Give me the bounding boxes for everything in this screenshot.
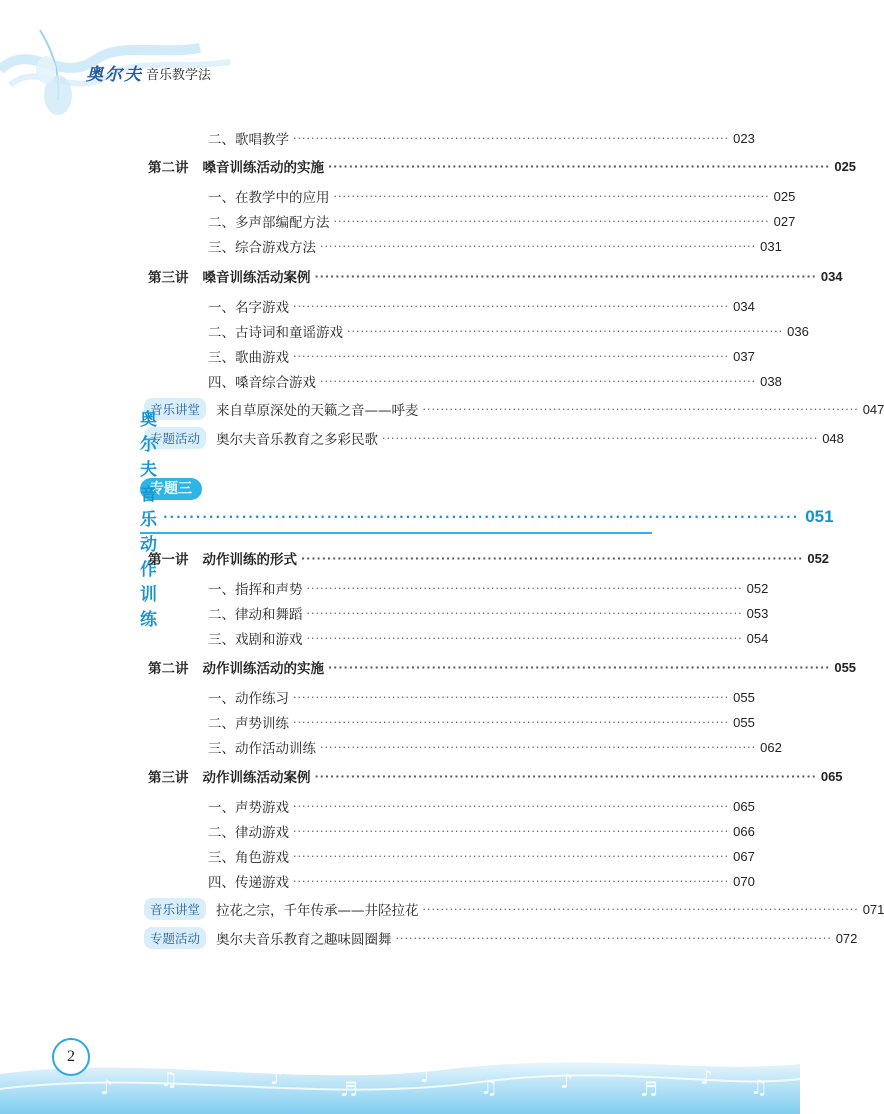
toc-entry-label: 一、在教学中的应用: [208, 190, 330, 206]
toc-leader-dots: ·································································································: [306, 607, 743, 620]
toc-leader-dots: ·································································································: [293, 825, 730, 838]
toc-lecture-page: 055: [834, 659, 857, 675]
svg-text:♪: ♪: [700, 1065, 713, 1089]
footer-music-notes-decoration: [0, 1034, 800, 1114]
header-subtitle: 音乐教学法: [146, 68, 212, 83]
toc-lecture-number: 第三讲: [148, 270, 189, 286]
toc-lecture-title: 嗓音训练活动案例: [202, 270, 311, 286]
toc-leader-dots: ·································································································: [320, 375, 757, 388]
toc-leader-dots: ·································································································: [163, 510, 800, 524]
toc-lecture-title: 动作训练活动案例: [202, 770, 311, 786]
toc-entry-page: 052: [746, 580, 769, 596]
toc-special-page: 071: [862, 901, 884, 917]
toc-lecture-number: 第二讲: [148, 661, 189, 677]
toc-entry-label: 二、声势训练: [208, 716, 289, 732]
toc-leader-dots: ·································································································: [347, 325, 784, 338]
toc-entry-label: 二、多声部编配方法: [208, 215, 330, 231]
toc-leader-dots: ·································································································: [395, 932, 832, 945]
toc-special[interactable]: [144, 898, 884, 920]
toc-leader-dots: ·································································································: [382, 432, 819, 445]
toc-entry-page: 055: [733, 689, 755, 705]
toc-lecture-page: 065: [820, 768, 843, 784]
toc-entry[interactable]: [208, 320, 809, 342]
toc-entry-label: 一、动作练习: [208, 691, 289, 707]
toc-special-page: 072: [835, 930, 858, 946]
toc-entry-label: 二、律动和舞蹈: [208, 607, 303, 623]
svg-text:♪: ♪: [560, 1069, 573, 1093]
toc-leader-dots: ·································································································: [293, 716, 730, 729]
toc-leader-dots: ·································································································: [293, 875, 730, 888]
toc-entry[interactable]: [208, 795, 755, 817]
toc-special[interactable]: [144, 427, 844, 449]
toc-leader-dots: ·································································································: [293, 800, 730, 813]
toc-leader-dots: ·································································································: [328, 661, 831, 674]
svg-text:♫: ♫: [750, 1075, 768, 1099]
svg-text:♫: ♫: [160, 1067, 178, 1091]
toc-entry[interactable]: [208, 736, 782, 758]
toc-special-label: 奥尔夫音乐教育之多彩民歌: [216, 432, 379, 448]
toc-lecture[interactable]: [148, 265, 843, 287]
toc-entry-page: 062: [760, 739, 782, 755]
toc-lecture-page: 034: [820, 268, 843, 284]
toc-leader-dots: ·································································································: [320, 240, 757, 253]
toc-entry-page: 054: [746, 630, 769, 646]
toc-entry[interactable]: [208, 185, 796, 207]
toc-entry[interactable]: [208, 370, 782, 392]
toc-entry-page: 065: [733, 798, 755, 814]
page-number: 2: [52, 1038, 90, 1076]
toc-entry-page: 067: [733, 848, 755, 864]
toc-special-page: 048: [822, 430, 844, 446]
topic-page: 051: [805, 507, 834, 526]
toc-entry-label: 一、指挥和声势: [208, 582, 303, 598]
toc-lecture[interactable]: [148, 155, 857, 177]
topic-tag: 专题三: [140, 478, 202, 500]
toc-entry[interactable]: [208, 820, 755, 842]
toc-lecture-title: 动作训练活动的实施: [202, 661, 324, 677]
toc-special[interactable]: [144, 398, 884, 420]
toc-entry-page: 025: [773, 188, 796, 204]
toc-leader-dots: ·································································································: [306, 632, 743, 645]
toc-lecture[interactable]: [148, 765, 843, 787]
toc-entry-label: 三、歌曲游戏: [208, 350, 289, 366]
toc-entry-label: 三、综合游戏方法: [208, 240, 316, 256]
toc-entry-label: 二、古诗词和童谣游戏: [208, 325, 343, 341]
toc-entry[interactable]: [208, 870, 755, 892]
toc-lecture[interactable]: [148, 547, 830, 569]
toc-leader-dots: ·································································································: [301, 552, 804, 565]
toc-entry-label: 二、律动游戏: [208, 825, 289, 841]
toc-entry[interactable]: [208, 627, 769, 649]
toc-entry[interactable]: [208, 210, 796, 232]
toc-special-tag: 专题活动: [144, 927, 206, 949]
toc-entry-label: 二、歌唱教学: [208, 132, 289, 148]
toc-lecture[interactable]: [148, 656, 857, 678]
topic-divider: [140, 532, 652, 534]
svg-text:♩: ♩: [420, 1063, 430, 1087]
toc-lecture-number: 第三讲: [148, 770, 189, 786]
toc-entry-label: 三、戏剧和游戏: [208, 632, 303, 648]
toc-leader-dots: ·································································································: [314, 270, 817, 283]
toc-leader-dots: ·································································································: [333, 215, 770, 228]
toc-leader-dots: ·································································································: [328, 160, 831, 173]
toc-entry[interactable]: [208, 711, 755, 733]
toc-leader-dots: ·································································································: [320, 741, 757, 754]
toc-entry-page: 070: [733, 873, 755, 889]
toc-entry[interactable]: [208, 235, 782, 257]
toc-entry-page: 027: [773, 213, 796, 229]
toc-special[interactable]: [144, 927, 858, 949]
toc-leader-dots: ·································································································: [333, 190, 770, 203]
toc-leader-dots: ·································································································: [293, 300, 730, 313]
toc-entry[interactable]: [208, 295, 755, 317]
toc-special-label: 拉花之宗，千年传承——井陉拉花: [216, 903, 419, 919]
toc-entry-page: 037: [733, 348, 755, 364]
toc-entry-page: 031: [760, 238, 782, 254]
svg-text:♬: ♬: [640, 1077, 658, 1101]
toc-special-label: 来自草原深处的天籁之音——呼麦: [216, 403, 419, 419]
toc-entry-label: 三、角色游戏: [208, 850, 289, 866]
svg-text:♪: ♪: [100, 1075, 113, 1099]
toc-entry-page: 066: [733, 823, 755, 839]
toc-leader-dots: ·································································································: [293, 132, 730, 145]
toc-lecture-number: 第二讲: [148, 160, 189, 176]
toc-special-tag: 音乐讲堂: [144, 398, 206, 420]
toc-entry-label: 三、动作活动训练: [208, 741, 316, 757]
toc-lecture-title: 动作训练的形式: [202, 552, 297, 568]
toc-lecture-page: 025: [834, 158, 857, 174]
toc-entry-page: 036: [787, 323, 809, 339]
toc-entry-label: 四、嗓音综合游戏: [208, 375, 316, 391]
toc-leader-dots: ·································································································: [422, 403, 859, 416]
toc-lecture-page: 052: [807, 550, 830, 566]
toc-leader-dots: ·································································································: [422, 903, 859, 916]
toc-entry-label: 一、名字游戏: [208, 300, 289, 316]
toc-entry-page: 034: [733, 298, 755, 314]
svg-text:♬: ♬: [340, 1077, 358, 1101]
svg-text:♫: ♫: [480, 1075, 498, 1099]
toc-entry-page: 055: [733, 714, 755, 730]
toc-entry[interactable]: [208, 127, 755, 149]
toc-entry[interactable]: [208, 845, 755, 867]
toc-leader-dots: ·································································································: [314, 770, 817, 783]
toc-special-label: 奥尔夫音乐教育之趣味圆圈舞: [216, 932, 392, 948]
toc-entry[interactable]: [208, 345, 755, 367]
header-brand: 奥尔夫: [86, 65, 143, 85]
svg-text:♪: ♪: [270, 1065, 283, 1089]
toc-entry-page: 053: [746, 605, 769, 621]
toc-entry-page: 038: [760, 373, 782, 389]
toc-special-tag: 音乐讲堂: [144, 898, 206, 920]
toc-entry[interactable]: [208, 686, 755, 708]
toc-entry[interactable]: [208, 602, 769, 624]
toc-lecture-number: 第一讲: [148, 552, 189, 568]
toc-entry-label: 四、传递游戏: [208, 875, 289, 891]
toc-leader-dots: ·································································································: [293, 850, 730, 863]
toc-special-page: 047: [862, 401, 884, 417]
toc-lecture-title: 嗓音训练活动的实施: [202, 160, 324, 176]
toc-special-tag: 专题活动: [144, 427, 206, 449]
toc-entry-page: 023: [733, 130, 755, 146]
topic-title: 奥尔夫音乐动作训练: [140, 409, 157, 630]
toc-entry[interactable]: [208, 577, 769, 599]
toc-leader-dots: ·································································································: [293, 691, 730, 704]
toc-leader-dots: ·································································································: [293, 350, 730, 363]
toc-entry-label: 一、声势游戏: [208, 800, 289, 816]
toc-leader-dots: ·································································································: [306, 582, 743, 595]
